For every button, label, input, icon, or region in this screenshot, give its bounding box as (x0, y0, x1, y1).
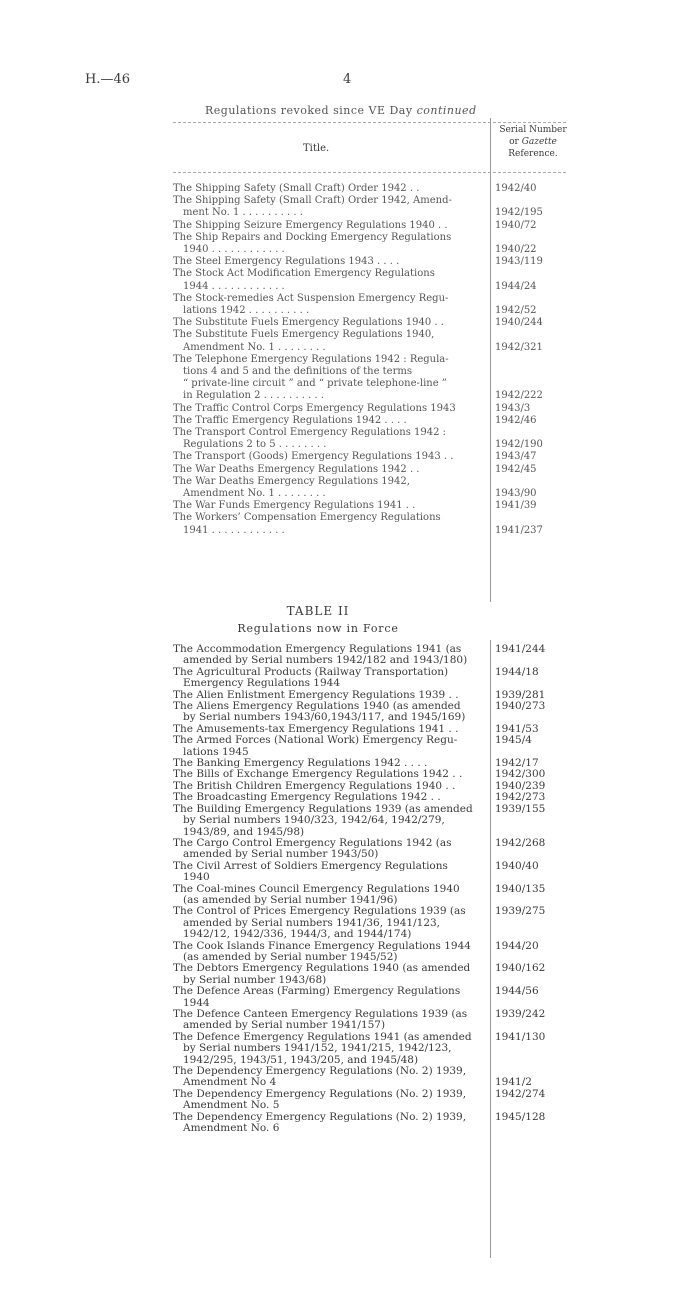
serial-number: 1941/39 (495, 500, 537, 512)
regulation-title (173, 667, 485, 690)
table-header-rule (173, 172, 566, 173)
regulation-title (173, 1009, 485, 1032)
regulation-title (173, 1089, 485, 1112)
serial-number: 1940/135 (495, 882, 546, 895)
serial-number: 1942/222 (495, 390, 543, 402)
serial-number: 1940/162 (495, 962, 546, 975)
regulation-title-line: 1944 (183, 996, 210, 1009)
regulation-title-line: The Shipping Safety (Small Craft) Order 1942 . . (173, 183, 420, 194)
serial-number: 1942/40 (495, 183, 537, 194)
serial-number: 1943/119 (495, 256, 543, 268)
regulation-title-line: amended by Serial number 1943/50) (183, 848, 379, 861)
serial-header-line-2 (496, 136, 570, 148)
serial-number: 1941/237 (495, 524, 543, 536)
table-top-rule (173, 122, 566, 123)
regulation-title-line: (as amended by Serial number 1941/96) (183, 893, 398, 906)
serial-number: 1939/155 (495, 802, 546, 815)
regulation-title-line: The Control of Prices Emergency Regulations 1939 (as (173, 905, 466, 918)
regulation-title (173, 906, 485, 940)
regulation-title (173, 1112, 485, 1135)
regulation-entry (173, 986, 565, 1009)
regulation-title-line: The Cargo Control Emergency Regulations 1942 (as (173, 836, 452, 849)
column-header-serial (496, 124, 570, 160)
serial-number: 1944/20 (495, 939, 539, 952)
regulation-title-line: “ private-line circuit ” and “ private telephone-line ” (183, 378, 447, 390)
serial-number: 1942/274 (495, 1087, 546, 1100)
regulation-title-line: The Debtors Emergency Regulations 1940 (as amended (173, 962, 471, 975)
regulation-title-line: amended by Serial numbers 1941/36, 1941/123, (183, 916, 441, 929)
serial-number: 1942/17 (495, 757, 539, 770)
serial-number: 1943/47 (495, 451, 537, 463)
regulation-entry (173, 183, 565, 195)
serial-number: 1942/190 (495, 439, 543, 451)
regulation-entry (173, 415, 565, 427)
regulation-title-line: The Aliens Emergency Regulations 1940 (as amended (173, 700, 461, 713)
in-force-regulations-list (173, 644, 565, 1134)
regulation-entry (173, 268, 565, 292)
regulation-title-line: The British Children Emergency Regulations 1940 . . (173, 779, 456, 792)
running-head-title: Regulations revoked since VE Day (205, 104, 413, 117)
regulation-entry (173, 293, 565, 317)
regulation-entry (173, 500, 565, 512)
regulation-title-line: The Civil Arrest of Soldiers Emergency Regulations (173, 859, 448, 872)
regulation-entry (173, 1009, 565, 1032)
serial-number: 1941/53 (495, 722, 539, 735)
regulation-title (173, 354, 485, 403)
regulation-title-line: Emergency Regulations 1944 (183, 677, 341, 690)
regulation-title-line: The Cook Islands Finance Emergency Regulations 1944 (173, 939, 471, 952)
regulation-entry (173, 451, 565, 463)
serial-number: 1945/128 (495, 1110, 546, 1123)
regulation-title (173, 195, 485, 219)
regulation-title (173, 403, 485, 415)
regulation-entry (173, 667, 565, 690)
regulation-title (173, 500, 485, 512)
regulation-entry (173, 838, 565, 861)
regulation-entry (173, 1066, 565, 1089)
regulation-entry (173, 403, 565, 415)
regulation-title-line: Amendment No 4 (183, 1076, 277, 1089)
regulation-title-line: The Telephone Emergency Regulations 1942 : Regula- (173, 353, 449, 365)
regulation-title-line: by Serial numbers 1941/152, 1941/215, 1942/123, (183, 1042, 452, 1055)
page-number: 4 (343, 72, 352, 87)
document-reference: H.—46 (85, 72, 131, 87)
serial-number: 1944/56 (495, 985, 539, 998)
regulation-title (173, 792, 485, 803)
regulation-title-line: The Accommodation Emergency Regulations 1941 (as (173, 643, 462, 655)
regulation-title (173, 1032, 485, 1066)
serial-number: 1940/239 (495, 779, 546, 792)
regulation-title-line: The Stock-remedies Act Suspension Emergency Regu- (173, 292, 449, 304)
regulation-title-line: Amendment No. 1 . . . . . . . . (183, 341, 326, 353)
regulation-title-line: The Substitute Fuels Emergency Regulations 1940 . . (173, 317, 444, 329)
serial-number: 1942/195 (495, 207, 543, 219)
regulation-entry (173, 427, 565, 451)
regulation-title-line: The War Deaths Emergency Regulations 1942, (173, 475, 410, 487)
regulation-entry (173, 963, 565, 986)
regulation-title (173, 451, 485, 463)
column-header-title: Title. (303, 143, 330, 154)
regulation-entry (173, 354, 565, 403)
regulation-title-line: The War Deaths Emergency Regulations 1942 . . (173, 463, 420, 475)
regulation-title-line: (as amended by Serial number 1945/52) (183, 950, 398, 963)
regulation-title-line: The Workers’ Compensation Emergency Regulations (173, 512, 441, 524)
regulation-title (173, 464, 485, 476)
regulation-title-line: by Serial numbers 1940/323, 1942/64, 1942/279, (183, 814, 445, 827)
regulation-title (173, 268, 485, 292)
regulation-title (173, 861, 485, 884)
regulation-entry (173, 464, 565, 476)
regulation-title (173, 220, 485, 232)
revoked-regulations-list (173, 183, 565, 537)
regulation-title-line: The Shipping Safety (Small Craft) Order 1942, Amend- (173, 195, 452, 207)
regulation-entry (173, 735, 565, 758)
regulation-title (173, 804, 485, 838)
serial-number: 1941/130 (495, 1030, 546, 1043)
serial-number: 1939/275 (495, 905, 546, 918)
regulation-title-line: amended by Serial numbers 1942/182 and 1943/180) (183, 654, 468, 667)
regulation-title-line: amended by Serial number 1941/157) (183, 1019, 386, 1032)
serial-number: 1943/3 (495, 402, 531, 414)
regulation-title-line: The Coal-mines Council Emergency Regulations 1940 (173, 882, 460, 895)
serial-number: 1942/268 (495, 836, 546, 849)
regulation-title-line: The Defence Areas (Farming) Emergency Regulations (173, 985, 461, 998)
regulation-title-line: The War Funds Emergency Regulations 1941 . . (173, 500, 416, 512)
serial-number: 1942/52 (495, 305, 537, 317)
regulation-title (173, 941, 485, 964)
regulation-title-line: The Bills of Exchange Emergency Regulations 1942 . . (173, 768, 463, 781)
regulation-entry (173, 941, 565, 964)
regulation-title (173, 232, 485, 256)
regulation-entry (173, 884, 565, 907)
regulation-title-line: 1940 . . . . . . . . . . . . (183, 244, 285, 256)
regulation-entry (173, 1112, 565, 1135)
regulation-title (173, 838, 485, 861)
regulation-title-line: The Dependency Emergency Regulations (No. 2) 1939, (173, 1065, 467, 1078)
serial-number: 1941/244 (495, 643, 546, 655)
running-head (205, 104, 477, 117)
regulation-title-line: The Dependency Emergency Regulations (No. 2) 1939, (173, 1110, 467, 1123)
serial-number: 1944/18 (495, 665, 539, 678)
regulation-entry (173, 644, 565, 667)
regulation-entry (173, 792, 565, 803)
regulation-title-line: The Amusements-tax Emergency Regulations 1941 . . (173, 722, 459, 735)
regulation-entry (173, 1032, 565, 1066)
regulation-title-line: The Traffic Control Corps Emergency Regulations 1943 (173, 402, 456, 414)
regulation-title (173, 476, 485, 500)
serial-number: 1939/242 (495, 1008, 546, 1020)
regulation-title-line: The Agricultural Products (Railway Transportation) (173, 665, 449, 678)
serial-header-or: or (509, 137, 519, 147)
regulation-title-line: The Building Emergency Regulations 1939 (as amended (173, 802, 473, 815)
serial-number: 1942/46 (495, 414, 537, 426)
regulation-title-line: Amendment No. 1 . . . . . . . . (183, 488, 326, 500)
regulation-title-line: The Defence Canteen Emergency Regulations 1939 (as (173, 1008, 468, 1020)
regulation-title-line: The Steel Emergency Regulations 1943 . . . . (173, 256, 400, 268)
regulation-title-line: The Ship Repairs and Docking Emergency Regulations (173, 231, 452, 243)
serial-number: 1945/4 (495, 734, 532, 747)
serial-number: 1944/24 (495, 280, 537, 292)
regulation-title-line: The Substitute Fuels Emergency Regulations 1940, (173, 329, 435, 341)
regulation-entry (173, 804, 565, 838)
regulation-title (173, 512, 485, 536)
regulation-title-line: The Stock Act Modification Emergency Regulations (173, 268, 435, 280)
serial-header-gazette: Gazette (521, 137, 557, 147)
serial-number: 1942/300 (495, 768, 546, 781)
regulation-title-line: 1944 . . . . . . . . . . . . (183, 280, 285, 292)
serial-number: 1941/2 (495, 1076, 532, 1089)
regulation-title-line: lations 1942 . . . . . . . . . . (183, 305, 310, 317)
regulation-title-line: The Transport Control Emergency Regulations 1942 : (173, 427, 447, 439)
regulation-title (173, 884, 485, 907)
regulation-title-line: 1943/89, and 1945/98) (183, 825, 305, 838)
regulation-title-line: The Armed Forces (National Work) Emergency Regu- (173, 734, 458, 747)
regulation-title-line: in Regulation 2 . . . . . . . . . . (183, 390, 325, 402)
regulation-title-line: The Alien Enlistment Emergency Regulations 1939 . . (173, 688, 459, 701)
regulation-title-line: 1942/295, 1943/51, 1943/205, and 1945/48) (183, 1053, 419, 1066)
regulation-entry (173, 476, 565, 500)
regulation-title-line: The Defence Emergency Regulations 1941 (as amended (173, 1030, 472, 1043)
serial-number: 1940/22 (495, 244, 537, 255)
regulation-title-line: 1942/12, 1942/336, 1944/3, and 1944/174) (183, 928, 412, 941)
regulation-title-line: The Shipping Seizure Emergency Regulations 1940 . . (173, 219, 448, 231)
running-head-continued: continued (416, 104, 477, 117)
regulation-title-line: The Banking Emergency Regulations 1942 . . . . (173, 757, 428, 770)
regulation-title-line: The Traffic Emergency Regulations 1942 . . . . (173, 414, 407, 426)
table-ii-subtitle: Regulations now in Force (237, 622, 399, 635)
regulation-title-line: lations 1945 (183, 745, 249, 758)
regulation-entry (173, 512, 565, 536)
regulation-entry (173, 906, 565, 940)
serial-number: 1943/90 (495, 488, 537, 500)
regulation-title (173, 735, 485, 758)
regulation-entry (173, 195, 565, 219)
regulation-entry (173, 232, 565, 256)
regulation-entry (173, 256, 565, 268)
serial-number: 1940/273 (495, 700, 546, 713)
regulation-title-line: ment No. 1 . . . . . . . . . . (183, 207, 303, 219)
regulation-title (173, 415, 485, 427)
serial-number: 1942/273 (495, 791, 546, 804)
regulation-title (173, 986, 485, 1009)
regulation-title-line: Amendment No. 6 (183, 1122, 280, 1135)
serial-number: 1940/244 (495, 317, 543, 329)
regulation-title-line: Amendment No. 5 (183, 1099, 280, 1112)
regulation-title (173, 183, 485, 195)
serial-number: 1939/281 (495, 688, 546, 701)
regulation-title-line: 1940 (183, 871, 210, 884)
serial-number: 1940/40 (495, 859, 539, 872)
serial-number: 1942/45 (495, 463, 537, 475)
table-ii-title: TABLE II (286, 604, 350, 618)
serial-header-line-1: Serial Number (499, 125, 567, 135)
regulation-entry (173, 861, 565, 884)
serial-number: 1940/72 (495, 219, 537, 231)
regulation-title-line: The Dependency Emergency Regulations (No. 2) 1939, (173, 1087, 467, 1100)
regulation-title-line: The Transport (Goods) Emergency Regulations 1943 . . (173, 451, 454, 463)
regulation-title (173, 1066, 485, 1089)
regulation-title (173, 317, 485, 329)
serial-number: 1942/321 (495, 341, 543, 353)
regulation-title-line: 1941 . . . . . . . . . . . . (183, 524, 285, 536)
regulation-entry (173, 329, 565, 353)
regulation-title (173, 293, 485, 317)
regulation-title (173, 427, 485, 451)
regulation-title-line: tions 4 and 5 and the definitions of the terms (183, 366, 412, 378)
regulation-title (173, 329, 485, 353)
regulation-entry (173, 701, 565, 724)
regulation-entry (173, 317, 565, 329)
regulation-title-line: The Broadcasting Emergency Regulations 1942 . . (173, 791, 441, 804)
regulation-title-line: Regulations 2 to 5 . . . . . . . . (183, 439, 327, 451)
regulation-title (173, 256, 485, 268)
regulation-title (173, 701, 485, 724)
regulation-title-line: by Serial numbers 1943/60,1943/117, and 1945/169) (183, 711, 466, 724)
regulation-title (173, 644, 485, 667)
regulation-title (173, 963, 485, 986)
serial-header-line-3: Reference. (508, 149, 558, 159)
regulation-entry (173, 1089, 565, 1112)
regulation-entry (173, 220, 565, 232)
regulation-title-line: by Serial number 1943/68) (183, 973, 327, 986)
